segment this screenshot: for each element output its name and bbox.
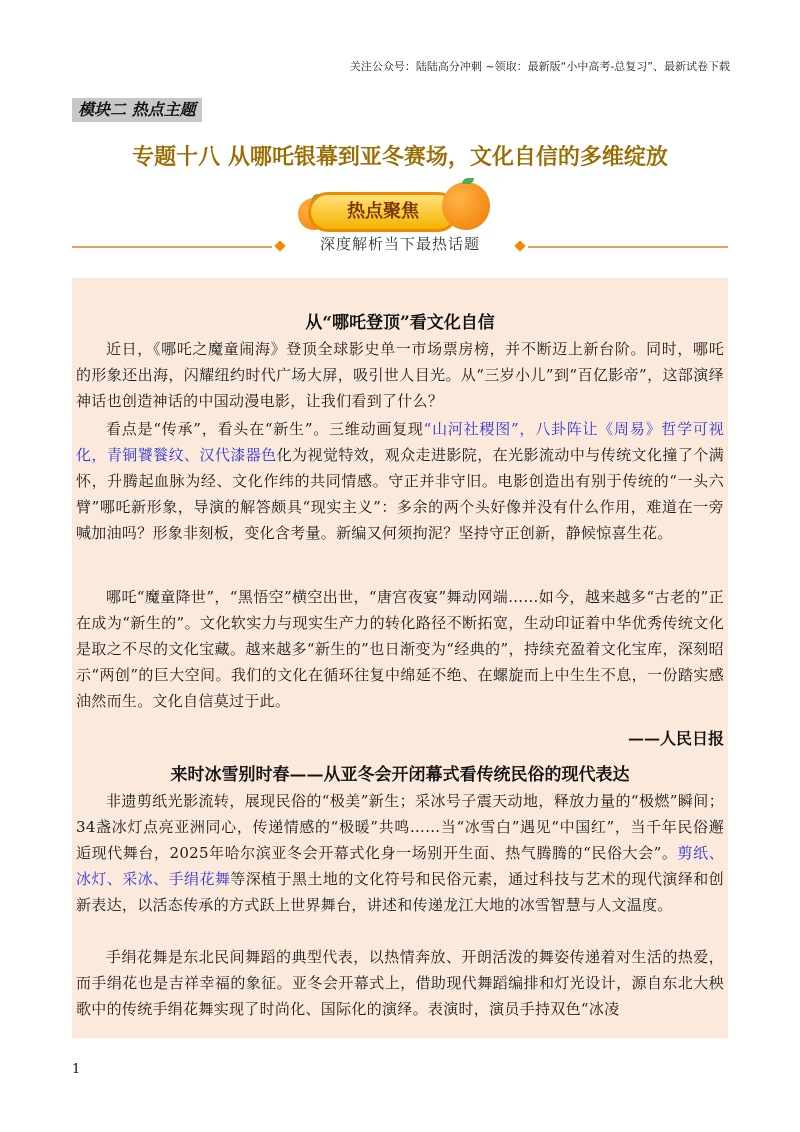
article1-paragraph-3: 哪吒“魔童降世”，“黑悟空”横空出世，“唐宫夜宴”舞动网端……如今，越来越多“古老的”正在成为“新生的”。文化软实力与现实生产力的转化路径不断拓宽，生动印证着中华优秀传统文化是取之不尽的文化宝藏。越来越多“新生的”也日渐变为“经典的”，持续充盈着文化宝库，深刻昭示“两创”的巨大空间。我们的文化在循环往复中绵延不绝、在螺旋而上中生生不息，一份踏实感油然而生。文化自信莫过于此。 [76,588,724,710]
article1-p2-text-a: 看点是“传承”，看头在“新生”。三维动画复现 [106,420,424,438]
article1-p2-highlight: “山河社稷图”，八卦阵让《周易》哲学可视化，青铜饕餮纹、汉代漆器色 [76,420,724,464]
article2-p1-text-a: 非遗剪纸光影流转，展现民俗的“极美”新生；采冰号子震天动地，释放力量的“极燃”瞬间；34盏冰灯点亮亚洲同心，传递情感的“极暖”共鸣……当“冰雪白”遇见“中国红”，当千年民俗邂逅现代舞台，2025年哈尔滨亚冬会开幕式化身一场别开生面、热气腾腾的“民俗大会”。 [76,792,724,862]
banner-line-right [528,246,728,248]
article2-title: 来时冰雪别时春——从亚冬会开闭幕式看传统民俗的现代表达 [170,765,630,785]
article-box [72,278,728,1038]
hot-topic-banner [0,180,800,266]
module-label: 模块二 热点主题 [72,98,202,122]
banner-subtitle: 深度解析当下最热话题 [319,235,480,253]
orange-right-icon [442,182,490,230]
header-note: 关注公众号：陆陆高分冲刺 ~领取：最新版“小中高考-总复习”、最新试卷下载 [349,60,730,73]
article2-paragraph-2: 手绢花舞是东北民间舞蹈的典型代表，以热情奔放、开朗活泼的舞姿传递着对生活的热爱，而手绢花也是吉祥幸福的象征。亚冬会开幕式上，借助现代舞蹈编排和灯光设计，源自东北大秧歌中的传统手绢花舞实现了时尚化、国际化的演绎。表演时，演员手持双色“冰凌 [76,948,724,1018]
page-number: 1 [72,1062,81,1077]
article1-p2-text-b: 化为视觉特效，观众走进影院，在光影流动中与传统文化撞了个满怀，升腾起血脉为经、文化作纬的共同情感。守正并非守旧。电影创造出有别于传统的“一头六臂”哪吒新形象，导演的解答颇具“现实主义”：多余的两个头好像并没有什么作用，难道在一旁喊加油吗？形象非刻板，变化含考量。新编又何须拘泥？坚持守正创新，静候惊喜生花。 [76,446,725,542]
hot-topic-badge: 热点聚焦 [308,192,458,232]
article1-title: 从“哪吒登顶”看文化自信 [305,313,495,333]
article1-source: ——人民日报 [627,729,724,748]
topic-title: 专题十八 从哪吒银幕到亚冬赛场，文化自信的多维绽放 [132,145,668,170]
article2-p1-highlight: 剪纸、冰灯、采冰、手绢花舞 [76,844,724,888]
article2-p1-text-b: 等深植于黑土地的文化符号和民俗元素，通过科技与艺术的现代演绎和创新表达，以活态传承的方式跃上世界舞台，讲述和传递龙江大地的冰雪智慧与人文温度。 [76,870,724,914]
article1-paragraph-2 [76,416,724,546]
article1-paragraph-1: 近日，《哪吒之魔童闹海》登顶全球影史单一市场票房榜，并不断迈上新台阶。同时，哪吒的形象还出海，闪耀纽约时代广场大屏，吸引世人目光。从“三岁小儿”到“百亿影帝”，这部演绎神话也创造神话的中国动漫电影，让我们看到了什么？ [76,340,724,410]
article2-paragraph-1 [76,788,724,918]
